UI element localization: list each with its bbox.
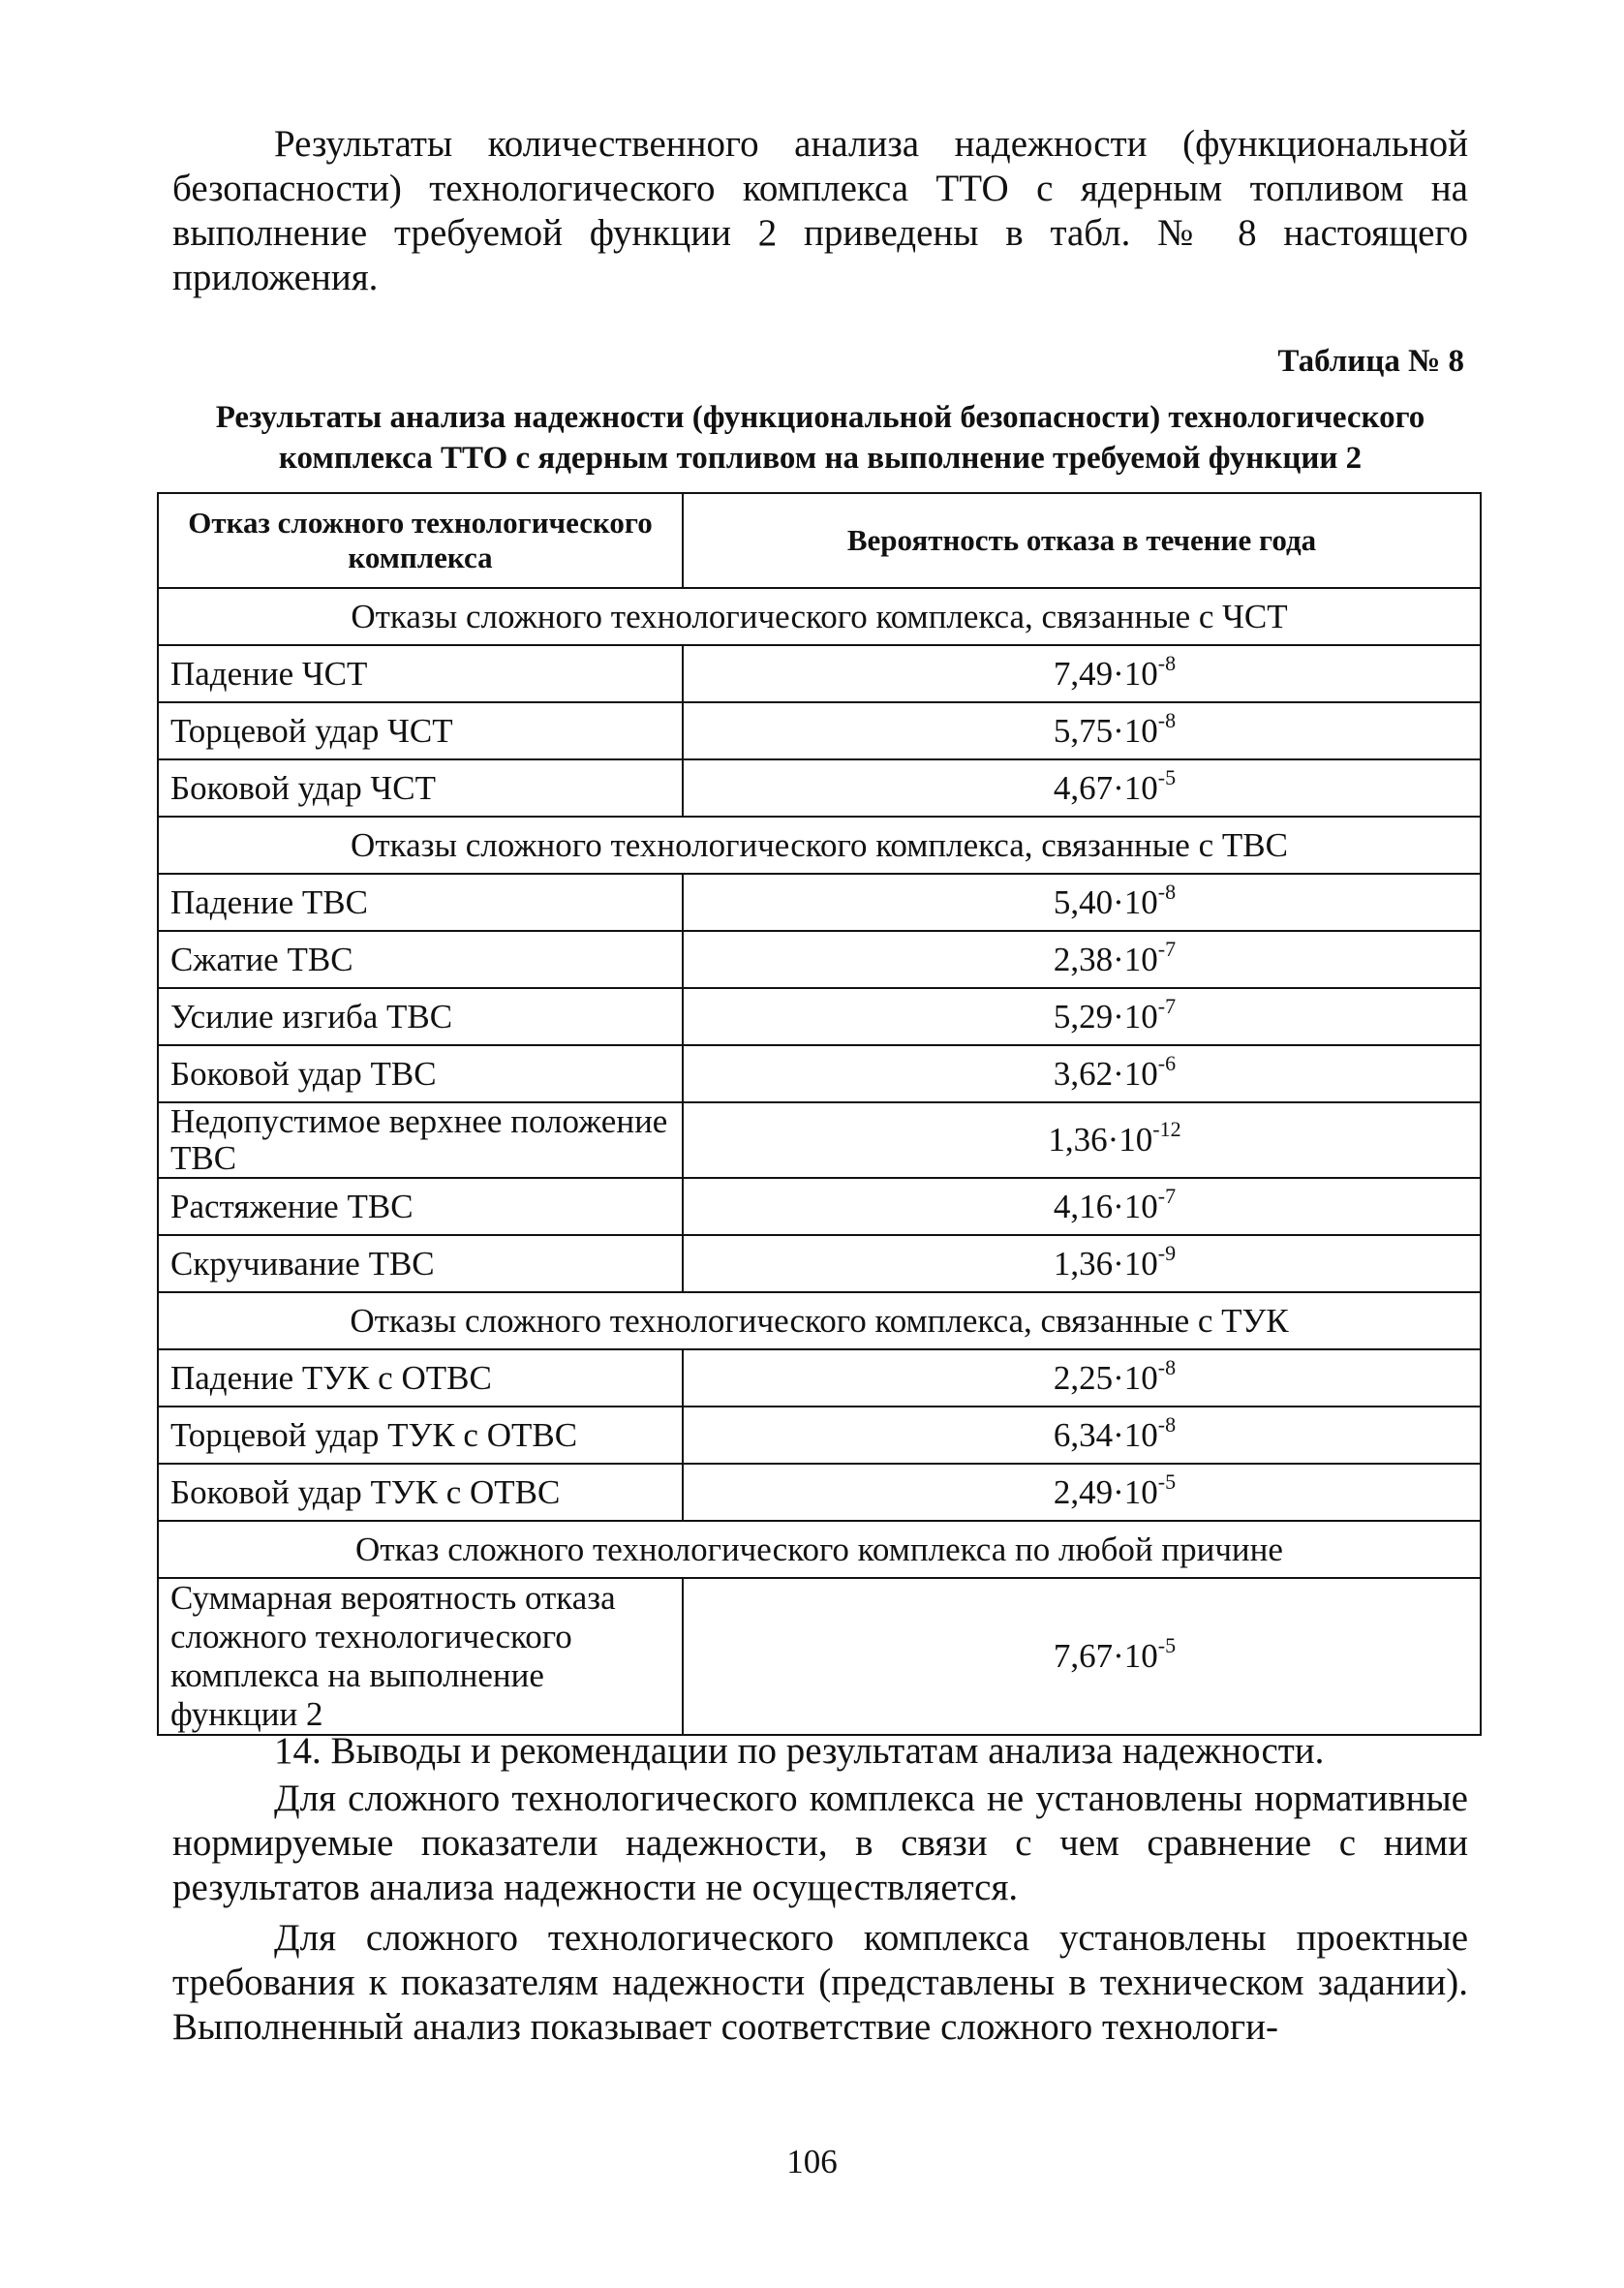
probability-mantissa: 5,75 <box>1053 711 1114 750</box>
probability-base: 10 <box>1123 1054 1158 1093</box>
table-row <box>158 1578 1481 1735</box>
probability-base: 10 <box>1123 1358 1158 1397</box>
probability-base: 10 <box>1123 940 1158 978</box>
probability-base: 10 <box>1123 654 1158 693</box>
failure-name: Растяжение ТВС <box>158 1178 683 1235</box>
probability-mantissa: 2,38 <box>1053 940 1114 978</box>
probability-mantissa: 1,36 <box>1053 1244 1114 1283</box>
probability-value: $3,62\cdot 10^{-6}$ <box>683 1045 1481 1102</box>
table-row <box>158 759 1481 817</box>
probability-base: 10 <box>1123 1415 1158 1454</box>
table-row <box>158 702 1481 759</box>
probability-value: $4,16\cdot 10^{-7}$ <box>683 1178 1481 1235</box>
probability-mantissa: 3,62 <box>1053 1054 1114 1093</box>
probability-exponent: -5 <box>1157 764 1177 789</box>
probability-base: 10 <box>1123 1244 1158 1283</box>
table-row <box>158 645 1481 702</box>
probability-exponent: -8 <box>1157 707 1177 732</box>
probability-mantissa: 5,29 <box>1053 997 1114 1036</box>
probability-mantissa: 1,36 <box>1048 1121 1108 1159</box>
probability-mantissa: 2,25 <box>1053 1358 1114 1397</box>
probability-value: $2,49\cdot 10^{-5}$ <box>683 1464 1481 1521</box>
table-row <box>158 1349 1481 1407</box>
probability-exponent: -12 <box>1152 1117 1181 1141</box>
probability-mantissa: 7,67 <box>1053 1637 1114 1675</box>
table-body <box>158 588 1481 1735</box>
probability-mantissa: 5,40 <box>1053 882 1114 921</box>
probability-value: $5,29\cdot 10^{-7}$ <box>683 988 1481 1045</box>
failure-name: Падение ТУК с ОТВС <box>158 1349 683 1407</box>
failure-name: Боковой удар ТВС <box>158 1045 683 1102</box>
probability-exponent: -6 <box>1157 1050 1177 1075</box>
table-header-row <box>158 493 1481 588</box>
failure-name: Скручивание ТВС <box>158 1235 683 1292</box>
table-row <box>158 874 1481 931</box>
probability-base: 10 <box>1123 711 1158 750</box>
group-title: Отказы сложного технологического комплекса, связанные с ТВС <box>158 817 1481 874</box>
probability-mantissa: 4,67 <box>1053 768 1114 807</box>
group-row <box>158 817 1481 874</box>
probability-exponent: -5 <box>1157 1633 1177 1657</box>
probability-mantissa: 6,34 <box>1053 1415 1114 1454</box>
paragraph-design: Для сложного технологического комплекса установлены проектные требования к показателям надежности (представлены в техническом задании). Выполненный анализ показывает соответствие сложного технологи- <box>172 1917 1468 2048</box>
probability-value: $2,25\cdot 10^{-8}$ <box>683 1349 1481 1407</box>
probability-mantissa: 7,49 <box>1053 654 1114 693</box>
failure-name: Торцевой удар ЧСТ <box>158 702 683 759</box>
group-title: Отказы сложного технологического комплекса, связанные с ТУК <box>158 1292 1481 1349</box>
failure-name: Падение ТВС <box>158 874 683 931</box>
group-title: Отказы сложного технологического комплекса, связанные с ЧСТ <box>158 588 1481 645</box>
page-number: 106 <box>786 2143 838 2180</box>
table-caption: Таблица № 8 <box>1277 344 1464 379</box>
probability-base: 10 <box>1123 882 1158 921</box>
probability-base: 10 <box>1123 997 1158 1036</box>
probability-exponent: -8 <box>1157 650 1177 675</box>
failure-name: Торцевой удар ТУК с ОТВС <box>158 1407 683 1464</box>
failure-name: Недопустимое верхнее положение ТВС <box>158 1102 683 1178</box>
probability-value: $6,34\cdot 10^{-8}$ <box>683 1407 1481 1464</box>
table-row <box>158 1045 1481 1102</box>
probability-exponent: -7 <box>1157 993 1177 1018</box>
table-row <box>158 1102 1481 1178</box>
probability-value: $7,49\cdot 10^{-8}$ <box>683 645 1481 702</box>
probability-base: 10 <box>1123 768 1158 807</box>
probability-mantissa: 2,49 <box>1053 1472 1114 1511</box>
group-row <box>158 1521 1481 1578</box>
table-title: Результаты анализа надежности (функциональной безопасности) технологического комплекса ТТО с ядерным топливом на выполнение требуемой функции 2 <box>215 400 1425 476</box>
failure-name: Сжатие ТВС <box>158 931 683 988</box>
group-row <box>158 1292 1481 1349</box>
probability-exponent: -8 <box>1157 879 1177 904</box>
probability-value: $7,67\cdot 10^{-5}$ <box>683 1578 1481 1735</box>
failure-name: Боковой удар ЧСТ <box>158 759 683 817</box>
probability-value: $1,36\cdot 10^{-12}$ <box>683 1102 1481 1178</box>
probability-exponent: -9 <box>1157 1240 1177 1265</box>
table-row <box>158 931 1481 988</box>
group-row <box>158 588 1481 645</box>
header-failure: Отказ сложного технологического комплекса <box>158 493 683 588</box>
table-row <box>158 1178 1481 1235</box>
probability-base: 10 <box>1123 1637 1158 1675</box>
failure-name: Усилие изгиба ТВС <box>158 988 683 1045</box>
probability-exponent: -5 <box>1157 1469 1177 1494</box>
paragraph-normative: Для сложного технологического комплекса не установлены нормативные нормируемые показатели надежности, в связи с чем сравнение с ними результатов анализа надежности не осуществляется. <box>172 1778 1468 1908</box>
probability-value: $5,75\cdot 10^{-8}$ <box>683 702 1481 759</box>
intro-paragraph: Результаты количественного анализа надежности (функциональной безопасности) технологического комплекса ТТО с ядерным топливом на выполнение требуемой функции 2 приведены в табл. № 8 настоящего приложения. <box>172 123 1468 298</box>
failure-name: Суммарная вероятность отказа сложного технологического комплекса на выполнение функции 2 <box>158 1578 683 1735</box>
probability-value: $2,38\cdot 10^{-7}$ <box>683 931 1481 988</box>
table-row <box>158 1464 1481 1521</box>
table-row <box>158 1407 1481 1464</box>
probability-value: $5,40\cdot 10^{-8}$ <box>683 874 1481 931</box>
probability-exponent: -8 <box>1157 1354 1177 1379</box>
probability-mantissa: 4,16 <box>1053 1187 1114 1225</box>
failure-name: Боковой удар ТУК с ОТВС <box>158 1464 683 1521</box>
probability-base: 10 <box>1123 1187 1158 1225</box>
table-row <box>158 1235 1481 1292</box>
reliability-table <box>157 492 1482 1736</box>
failure-name: Падение ЧСТ <box>158 645 683 702</box>
probability-value: $1,36\cdot 10^{-9}$ <box>683 1235 1481 1292</box>
table-row <box>158 988 1481 1045</box>
probability-exponent: -8 <box>1157 1411 1177 1437</box>
probability-exponent: -7 <box>1157 936 1177 961</box>
header-probability: Вероятность отказа в течение года <box>683 493 1481 588</box>
conclusions-heading: 14. Выводы и рекомендации по результатам анализа надежности. <box>274 1730 1325 1772</box>
probability-base: 10 <box>1123 1472 1158 1511</box>
probability-value: $4,67\cdot 10^{-5}$ <box>683 759 1481 817</box>
probability-base: 10 <box>1118 1121 1153 1159</box>
group-title: Отказ сложного технологического комплекса по любой причине <box>158 1521 1481 1578</box>
probability-exponent: -7 <box>1157 1183 1177 1208</box>
